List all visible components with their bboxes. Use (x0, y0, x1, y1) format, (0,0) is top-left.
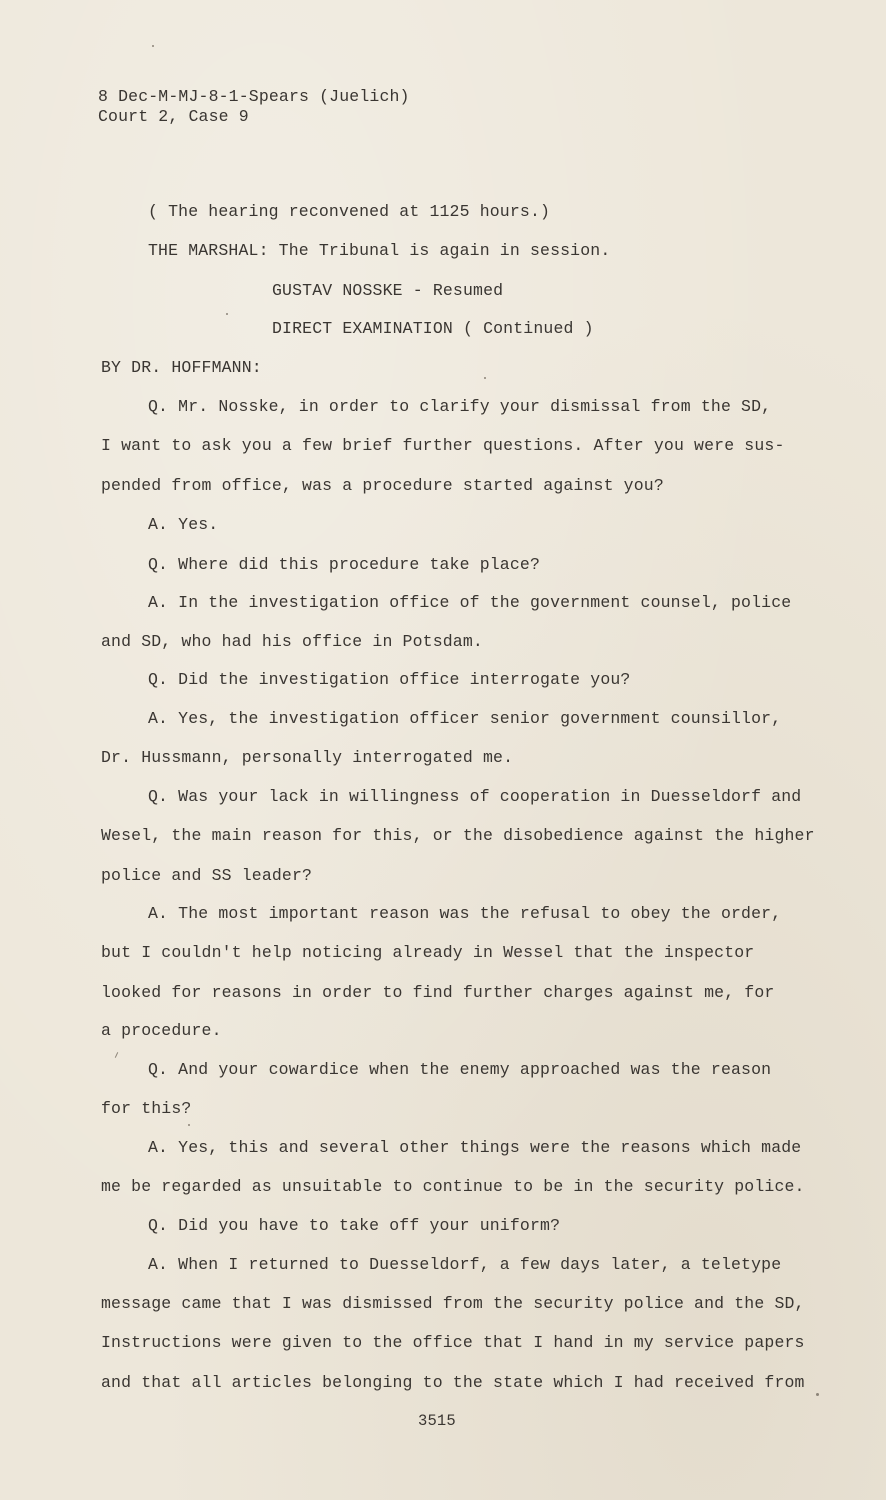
marshal-statement: THE MARSHAL: The Tribunal is again in session. (148, 241, 611, 260)
transcript-line: Wesel, the main reason for this, or the disobedience against the higher (101, 826, 815, 845)
stage-direction: ( The hearing reconvened at 1125 hours.) (148, 202, 551, 221)
transcript-line: A. Yes, this and several other things were the reasons which made (148, 1138, 802, 1157)
paper-mark (115, 1052, 118, 1058)
transcript-line: Q. Did the investigation office interrogate you? (148, 670, 631, 689)
examiner-heading: BY DR. HOFFMANN: (101, 358, 262, 377)
page-number: 3515 (418, 1412, 456, 1430)
transcript-line: a procedure. (101, 1021, 222, 1040)
transcript-line: Q. And your cowardice when the enemy approached was the reason (148, 1060, 772, 1079)
header-case-reference: 8 Dec-M-MJ-8-1-Spears (Juelich) (98, 87, 410, 106)
transcript-line: Q. Mr. Nosske, in order to clarify your dismissal from the SD, (148, 397, 772, 416)
paper-speck (484, 377, 486, 379)
transcript-line: A. Yes. (148, 515, 219, 534)
transcript-line: A. In the investigation office of the government counsel, police (148, 593, 792, 612)
paper-speck (816, 1393, 819, 1396)
transcript-line: A. When I returned to Duesseldorf, a few days later, a teletype (148, 1255, 782, 1274)
transcript-line: Instructions were given to the office that I hand in my service papers (101, 1333, 805, 1352)
transcript-line: Q. Where did this procedure take place? (148, 555, 541, 574)
transcript-line: and SD, who had his office in Potsdam. (101, 632, 483, 651)
transcript-line: looked for reasons in order to find further charges against me, for (101, 983, 775, 1002)
paper-speck (188, 1124, 190, 1126)
transcript-line: Q. Was your lack in willingness of cooperation in Duesseldorf and (148, 787, 802, 806)
paper-speck (226, 313, 228, 315)
transcript-line: pended from office, was a procedure started against you? (101, 476, 664, 495)
examination-heading: DIRECT EXAMINATION ( Continued ) (272, 319, 594, 338)
paper-speck (152, 45, 154, 47)
transcript-line: for this? (101, 1099, 192, 1118)
transcript-line: but I couldn't help noticing already in Wessel that the inspector (101, 943, 755, 962)
header-court-case: Court 2, Case 9 (98, 107, 249, 126)
witness-heading: GUSTAV NOSSKE - Resumed (272, 281, 504, 300)
transcript-line: and that all articles belonging to the state which I had received from (101, 1373, 805, 1392)
transcript-line: Dr. Hussmann, personally interrogated me. (101, 748, 514, 767)
transcript-line: I want to ask you a few brief further questions. After you were sus- (101, 436, 785, 455)
transcript-line: A. Yes, the investigation officer senior government counsillor, (148, 709, 782, 728)
transcript-line: A. The most important reason was the refusal to obey the order, (148, 904, 782, 923)
transcript-line: police and SS leader? (101, 866, 313, 885)
transcript-line: message came that I was dismissed from the security police and the SD, (101, 1294, 805, 1313)
transcript-line: me be regarded as unsuitable to continue to be in the security police. (101, 1177, 805, 1196)
transcript-line: Q. Did you have to take off your uniform? (148, 1216, 561, 1235)
